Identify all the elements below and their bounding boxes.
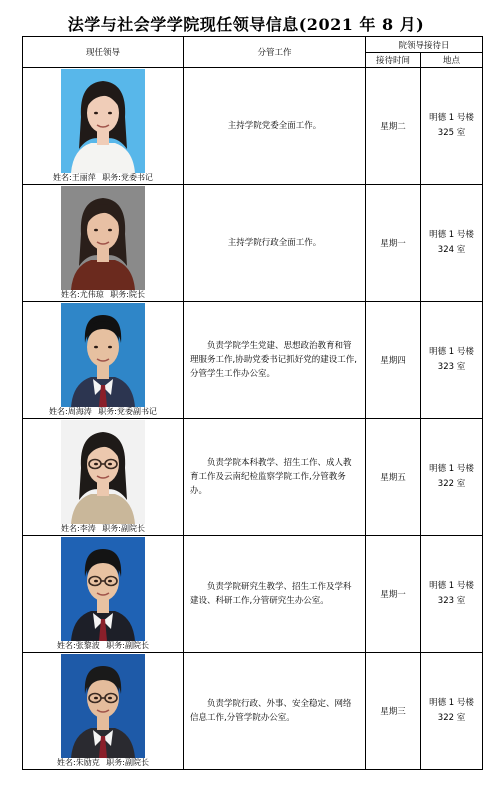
reception-place: [421, 302, 483, 419]
place-building: 明德 1 号楼: [429, 698, 474, 708]
place-building: 明德 1 号楼: [429, 347, 474, 357]
page-title: 法学与社会学学院现任领导信息(2021 年 8 月): [67, 15, 425, 34]
reception-day: 星期三: [366, 653, 421, 770]
duty-cell: [184, 419, 366, 536]
duty-cell: [184, 536, 366, 653]
leader-caption: [23, 172, 183, 183]
leader-caption: [23, 406, 183, 417]
leader-cell: [23, 419, 184, 536]
leadership-table: [22, 36, 483, 770]
reception-day: 星期四: [366, 302, 421, 419]
reception-day: 星期一: [366, 536, 421, 653]
header-duty: 分管工作: [184, 37, 366, 68]
duty-text: 主持学院行政全面工作。: [227, 238, 322, 248]
leader-name: 姓名:朱励克: [57, 758, 100, 767]
duty-cell: [184, 302, 366, 419]
place-building: 明德 1 号楼: [429, 230, 474, 240]
place-room: 324 室: [437, 245, 466, 255]
leader-row: [23, 302, 483, 419]
duty-text: 负责学院学生党建、思想政治教育和管理服务工作,协助党委书记抓好党的建设工作,分管学生工作办公室。: [190, 341, 357, 379]
leader-name: 姓名:张黎波: [57, 641, 100, 650]
leader-post: 职务:副院长: [102, 524, 145, 533]
duty-cell: [184, 653, 366, 770]
leader-cell: [23, 302, 184, 419]
reception-day: 星期五: [366, 419, 421, 536]
place-room: 325 室: [437, 128, 466, 138]
reception-day: 星期一: [366, 185, 421, 302]
leader-row: [23, 68, 483, 185]
place-building: 明德 1 号楼: [429, 113, 474, 123]
header-place: 地点: [421, 53, 483, 68]
leader-caption: [23, 289, 183, 300]
leader-photo: [61, 69, 145, 173]
leader-name: 姓名:王丽萍: [53, 173, 96, 182]
place-room: 323 室: [437, 596, 466, 606]
duty-text: 主持学院党委全面工作。: [227, 121, 322, 131]
place-room: 322 室: [437, 479, 466, 489]
leader-photo: [61, 186, 145, 290]
leader-post: 职务:院长: [110, 290, 145, 299]
place-building: 明德 1 号楼: [429, 581, 474, 591]
duty-cell: [184, 185, 366, 302]
header-reception: 院领导接待日: [366, 37, 483, 53]
leader-photo: [61, 303, 145, 407]
duty-text: 负责学院研究生教学、招生工作及学科建设、科研工作,分管研究生办公室。: [190, 582, 352, 606]
leader-row: [23, 536, 483, 653]
duty-text: 负责学院行政、外事、安全稳定、网络信息工作,分管学院办公室。: [190, 699, 352, 723]
duty-text: 负责学院本科教学、招生工作、成人教育工作及云南纪检监察学院工作,分管教务办。: [190, 458, 352, 496]
leader-photo: [61, 654, 145, 758]
leader-cell: [23, 68, 184, 185]
reception-place: [421, 536, 483, 653]
place-building: 明德 1 号楼: [429, 464, 474, 474]
leader-cell: [23, 185, 184, 302]
leader-photo: [61, 537, 145, 641]
reception-place: [421, 68, 483, 185]
leader-post: 职务:党委副书记: [98, 407, 157, 416]
reception-place: [421, 419, 483, 536]
leader-post: 职务:副院长: [106, 641, 149, 650]
header-leader: 现任领导: [23, 37, 184, 68]
leader-row: [23, 419, 483, 536]
leader-row: [23, 653, 483, 770]
leader-name: 姓名:尤伟琼: [61, 290, 104, 299]
reception-place: [421, 185, 483, 302]
leader-caption: [23, 523, 183, 534]
leader-cell: [23, 653, 184, 770]
reception-place: [421, 653, 483, 770]
leader-post: 职务:副院长: [106, 758, 149, 767]
header-time: 接待时间: [366, 53, 421, 68]
leader-row: [23, 185, 483, 302]
leader-cell: [23, 536, 184, 653]
leader-post: 职务:党委书记: [102, 173, 153, 182]
place-room: 322 室: [437, 713, 466, 723]
leader-name: 姓名:李涛: [61, 524, 96, 533]
leader-name: 姓名:周海涛: [49, 407, 92, 416]
leader-caption: [23, 640, 183, 651]
duty-cell: [184, 68, 366, 185]
reception-day: 星期二: [366, 68, 421, 185]
leader-photo: [61, 420, 145, 524]
leader-caption: [23, 757, 183, 768]
place-room: 323 室: [437, 362, 466, 372]
